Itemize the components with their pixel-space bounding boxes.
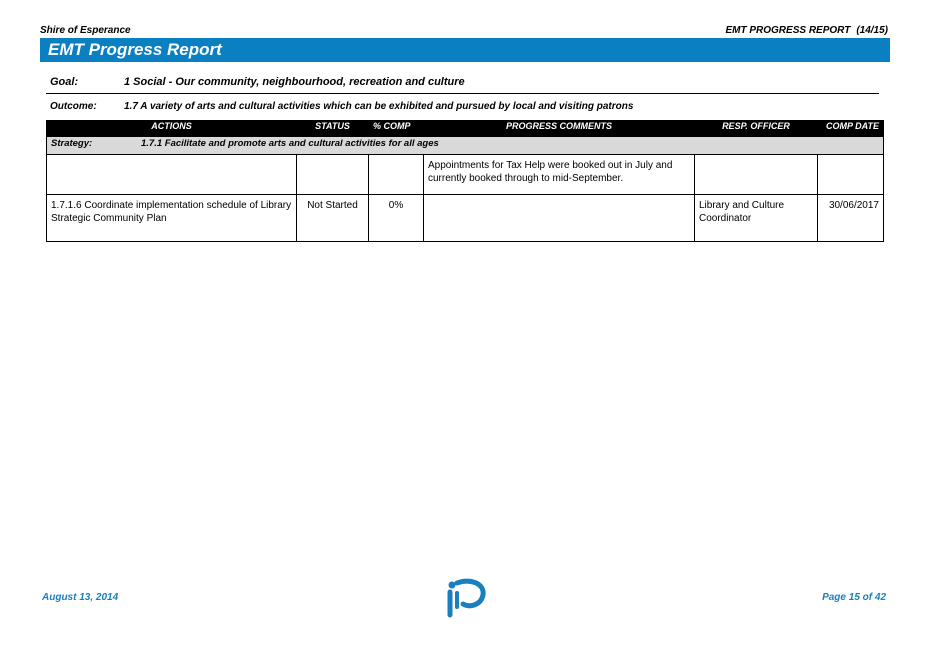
table-row — [47, 195, 884, 242]
outcome-label: Outcome: — [50, 101, 97, 112]
strategy-label: Strategy: — [51, 138, 93, 149]
status-cell — [297, 155, 369, 195]
officer-cell — [695, 155, 818, 195]
col-header-actions: ACTIONS — [47, 121, 297, 137]
table-row — [47, 155, 884, 195]
outcome-text: 1.7 A variety of arts and cultural activities which can be exhibited and pursued by local and visiting patrons — [124, 101, 634, 112]
table-header-row — [47, 121, 884, 137]
strategy-text: 1.7.1 Facilitate and promote arts and cultural activities for all ages — [141, 138, 439, 149]
officer-cell: Library and Culture Coordinator — [695, 195, 818, 242]
report-title: EMT PROGRESS REPORT — [725, 25, 851, 36]
col-header-completion-date: COMP DATE — [818, 121, 884, 137]
strategy-cell — [47, 137, 884, 155]
strategy-row — [47, 137, 884, 155]
progress-table — [46, 120, 884, 242]
footer-page-number: Page 15 of 42 — [822, 592, 886, 603]
footer-date: August 13, 2014 — [42, 592, 119, 603]
comments-cell — [424, 195, 695, 242]
comments-cell: Appointments for Tax Help were booked out in July and currently booked through to mid-September. — [424, 155, 695, 195]
col-header-percent-complete: % COMP — [369, 121, 424, 137]
page-banner: EMT Progress Report — [40, 38, 890, 62]
outcome-row — [50, 101, 633, 112]
action-cell: 1.7.1.6 Coordinate implementation schedule of Library Strategic Community Plan — [47, 195, 297, 242]
report-section: (14/15) — [856, 25, 888, 36]
goal-text: 1 Social - Our community, neighbourhood, recreation and culture — [124, 76, 465, 88]
status-cell: Not Started — [297, 195, 369, 242]
col-header-status: STATUS — [297, 121, 369, 137]
org-name: Shire of Esperance — [40, 25, 131, 36]
goal-row — [50, 76, 465, 88]
date-cell: 30/06/2017 — [818, 195, 884, 242]
action-cell — [47, 155, 297, 195]
report-reference — [725, 25, 888, 36]
info-i-logo-icon — [443, 577, 489, 619]
col-header-responsible-officer: RESP. OFFICER — [695, 121, 818, 137]
col-header-progress-comments: PROGRESS COMMENTS — [424, 121, 695, 137]
goal-label: Goal: — [50, 76, 79, 88]
goal-divider — [46, 93, 879, 94]
percent-cell — [369, 155, 424, 195]
percent-cell: 0% — [369, 195, 424, 242]
date-cell — [818, 155, 884, 195]
